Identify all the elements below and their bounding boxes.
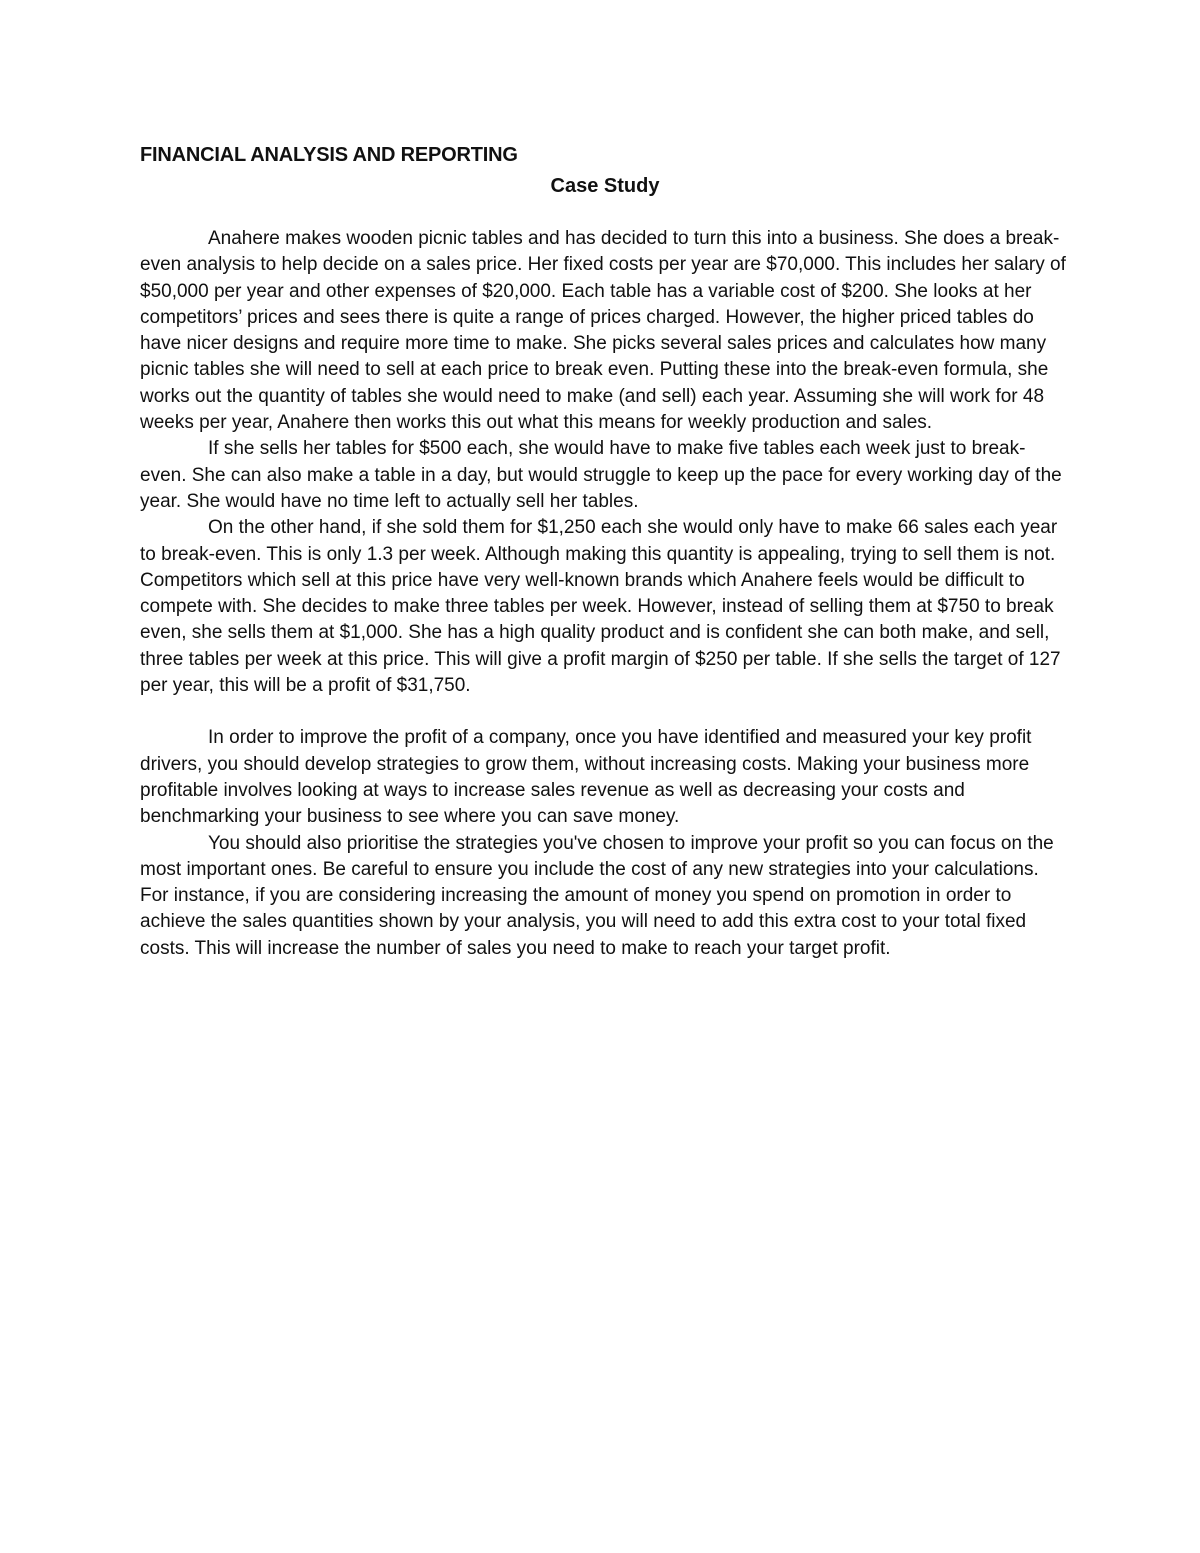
paragraph: In order to improve the profit of a company, once you have identified and measured your key profit drivers, you should develop strategies to grow them, without increasing costs. Making your business more profitable involves looking at ways to increase sales revenue as well as decreasing your costs and benchmarking your business to see where you can save money. [140,727,1032,828]
paragraph: If she sells her tables for $500 each, she would have to make five tables each week just to break-even. She can also make a table in a day, but would struggle to keep up the pace for every working day of the year. She would have no time left to actually sell her tables. [140,438,1062,512]
document-title: FINANCIAL ANALYSIS AND REPORTING [140,144,518,166]
paragraph: On the other hand, if she sold them for $1,250 each she would only have to make 66 sales each year to break-even. This is only 1.3 per week. Although making this quantity is appealing, trying to sell them is not. Competitors which sell at this price have very well-known brands which Anahere feels would be difficult to compete with. She decides to make three tables per week. However, instead of selling them at $750 to break even, she sells them at $1,000. She has a high quality product and is confident she can both make, and sell, three tables per week at this price. This will give a profit margin of $250 per table. If she sells the target of 127 per year, this will be a profit of $31,750. [140,517,1061,697]
document-body [140,138,1070,962]
document-subtitle: Case Study [550,175,660,197]
paragraph: Anahere makes wooden picnic tables and has decided to turn this into a business. She does a break-even analysis to help decide on a sales price. Her fixed costs per year are $70,000. This includes her salary of $50,000 per year and other expenses of $20,000. Each table has a variable cost of $200. She looks at her competitors’ prices and sees there is quite a range of prices charged. However, the higher priced tables do have nicer designs and require more time to make. She picks several sales prices and calculates how many picnic tables she will need to sell at each price to break even. Putting these into the break-even formula, she works out the quantity of tables she would need to make (and sell) each year. Assuming she will work for 48 weeks per year, Anahere then works this out what this means for weekly production and sales. [140,228,1066,434]
paragraph-spacer [140,699,1070,725]
paragraph: You should also prioritise the strategies you've chosen to improve your profit so you can focus on the most important ones. Be careful to ensure you include the cost of any new strategies into your calculations. For instance, if you are considering increasing the amount of money you spend on promotion in order to achieve the sales quantities shown by your analysis, you will need to add this extra cost to your total fixed costs. This will increase the number of sales you need to make to reach your target profit. [140,832,1054,959]
